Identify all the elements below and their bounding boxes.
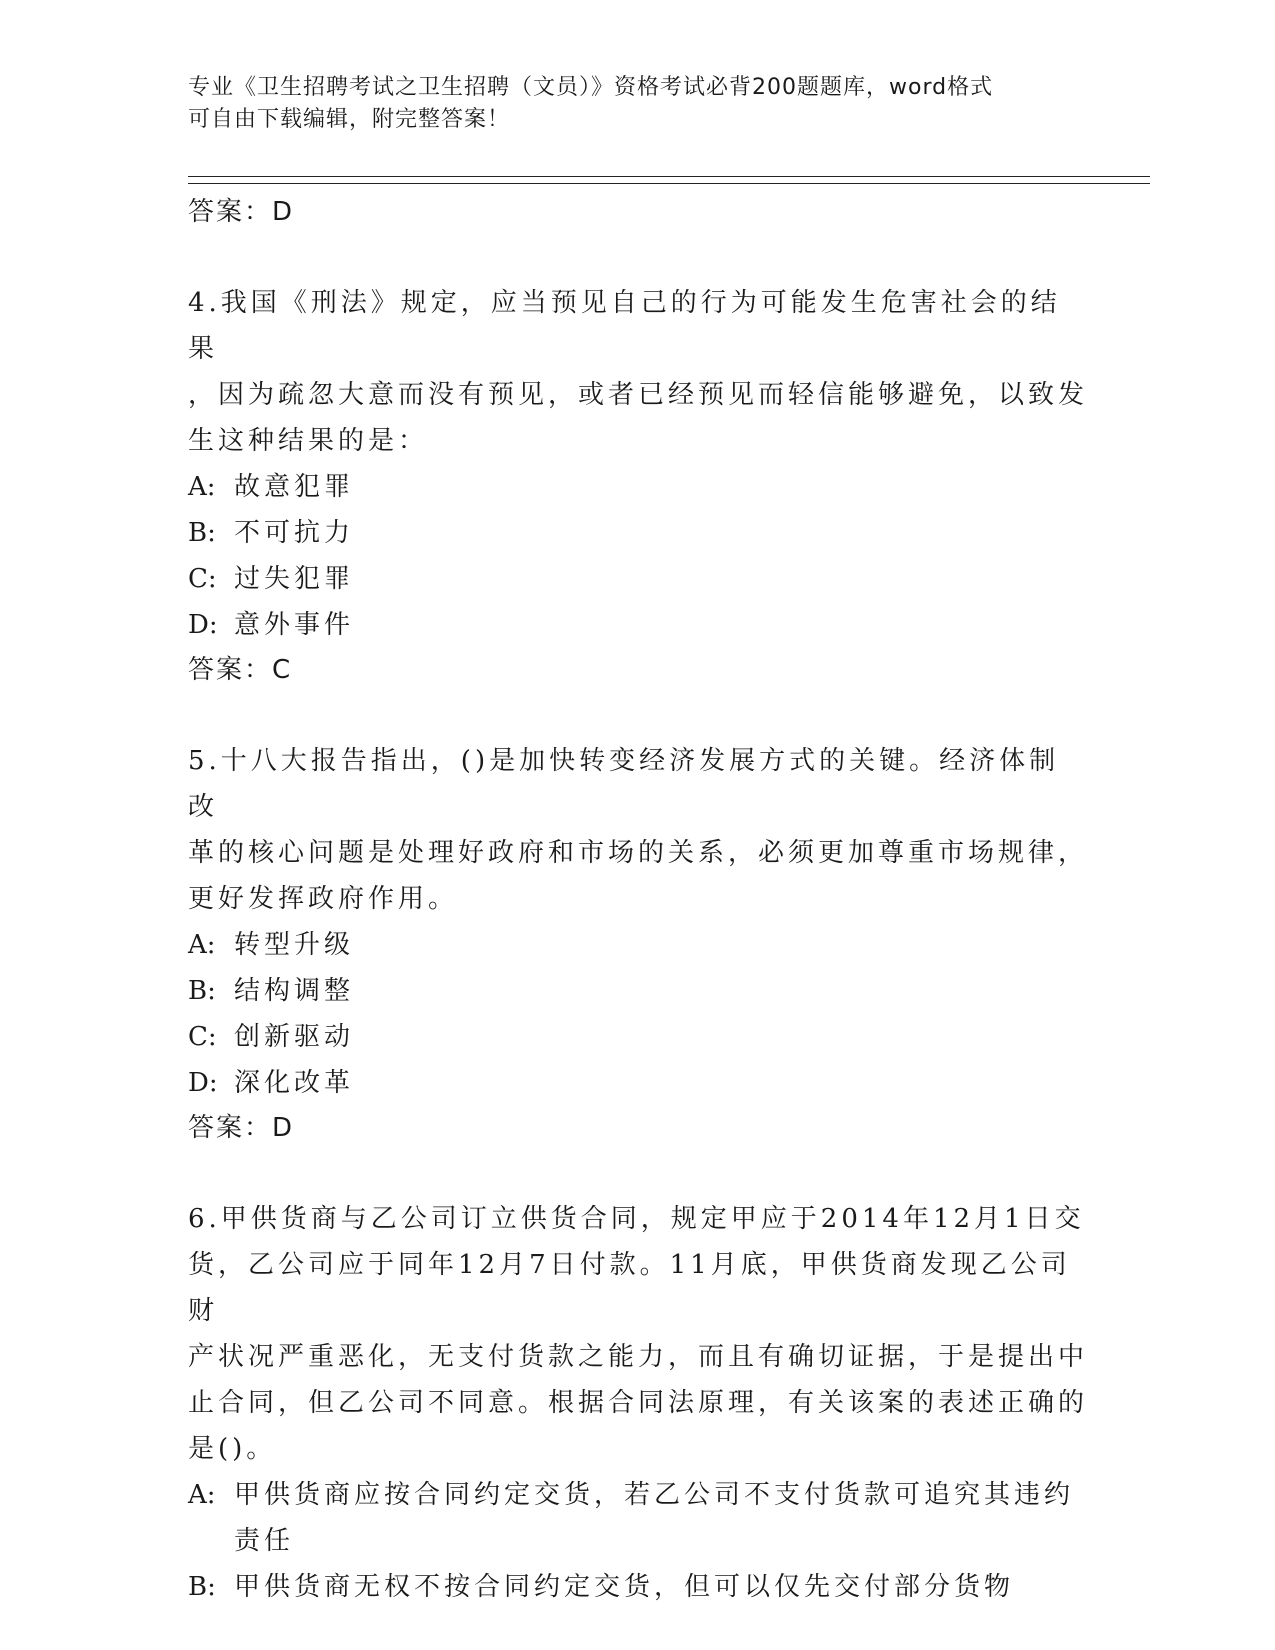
option-d [188,602,1088,648]
option-b [188,1564,1088,1610]
option-text: 不可抗力 [234,518,355,548]
header-rule-bottom [188,183,1150,184]
option-a [188,922,1088,968]
option-key: B: [188,1572,216,1602]
question-text-line: 5.十八大报告指出，()是加快转变经济发展方式的关键。经济体制改 [188,746,1060,822]
option-key: A: [188,1480,216,1510]
answer: 答案：C [188,655,293,685]
question-text-line: 止合同，但乙公司不同意。根据合同法原理，有关该案的表述正确的 [188,1388,1089,1418]
option-key: C: [188,564,217,594]
option-a [188,464,1088,510]
answer-previous: 答案：D [188,197,295,227]
question-text-line: 革的核心问题是处理好政府和市场的关系，必须更加尊重市场规律， [188,838,1089,868]
option-text: 结构调整 [234,976,355,1006]
question-text-line: 是()。 [188,1434,277,1464]
question-4 [188,280,1088,692]
header-line-2: 可自由下载编辑，附完整答案！ [188,107,511,132]
option-key: D: [188,610,218,640]
option-a [188,1472,1088,1564]
option-text: 故意犯罪 [234,472,355,502]
option-key: B: [188,518,216,548]
question-text-line: 产状况严重恶化，无支付货款之能力，而且有确切证据，于是提出中 [188,1342,1089,1372]
option-key: A: [188,472,216,502]
option-text: 创新驱动 [234,1022,355,1052]
option-key: A: [188,930,216,960]
question-5 [188,738,1088,1150]
question-text-line: 货，乙公司应于同年12月7日付款。11月底，甲供货商发现乙公司财 [188,1250,1071,1326]
question-text-line: 6.甲供货商与乙公司订立供货合同，规定甲应于2014年12月1日交 [188,1204,1085,1234]
question-text-line: 4.我国《刑法》规定，应当预见自己的行为可能发生危害社会的结果 [188,288,1061,364]
option-b [188,510,1088,556]
option-key: D: [188,1068,218,1098]
option-text: 甲供货商应按合同约定交货，若乙公司不支付货款可追究其违约责任 [234,1480,1075,1556]
header-rule-top [188,176,1150,177]
option-c [188,556,1088,602]
document-body [188,190,1088,1610]
question-text-line: 更好发挥政府作用。 [188,884,459,914]
option-key: B: [188,976,216,1006]
option-text: 甲供货商无权不按合同约定交货，但可以仅先交付部分货物 [234,1572,1015,1602]
question-text-line: 生这种结果的是： [188,426,429,456]
option-key: C: [188,1022,217,1052]
page-header [188,72,1068,136]
option-text: 意外事件 [234,610,355,640]
option-text: 转型升级 [234,930,355,960]
option-text: 深化改革 [234,1068,355,1098]
question-6 [188,1196,1088,1610]
option-text: 过失犯罪 [234,564,355,594]
question-text-line: ，因为疏忽大意而没有预见，或者已经预见而轻信能够避免，以致发 [188,380,1089,410]
option-b [188,968,1088,1014]
option-c [188,1014,1088,1060]
header-line-1: 专业《卫生招聘考试之卫生招聘（文员）》资格考试必背200题题库，word格式 [188,75,994,100]
answer: 答案：D [188,1113,295,1143]
option-d [188,1060,1088,1106]
